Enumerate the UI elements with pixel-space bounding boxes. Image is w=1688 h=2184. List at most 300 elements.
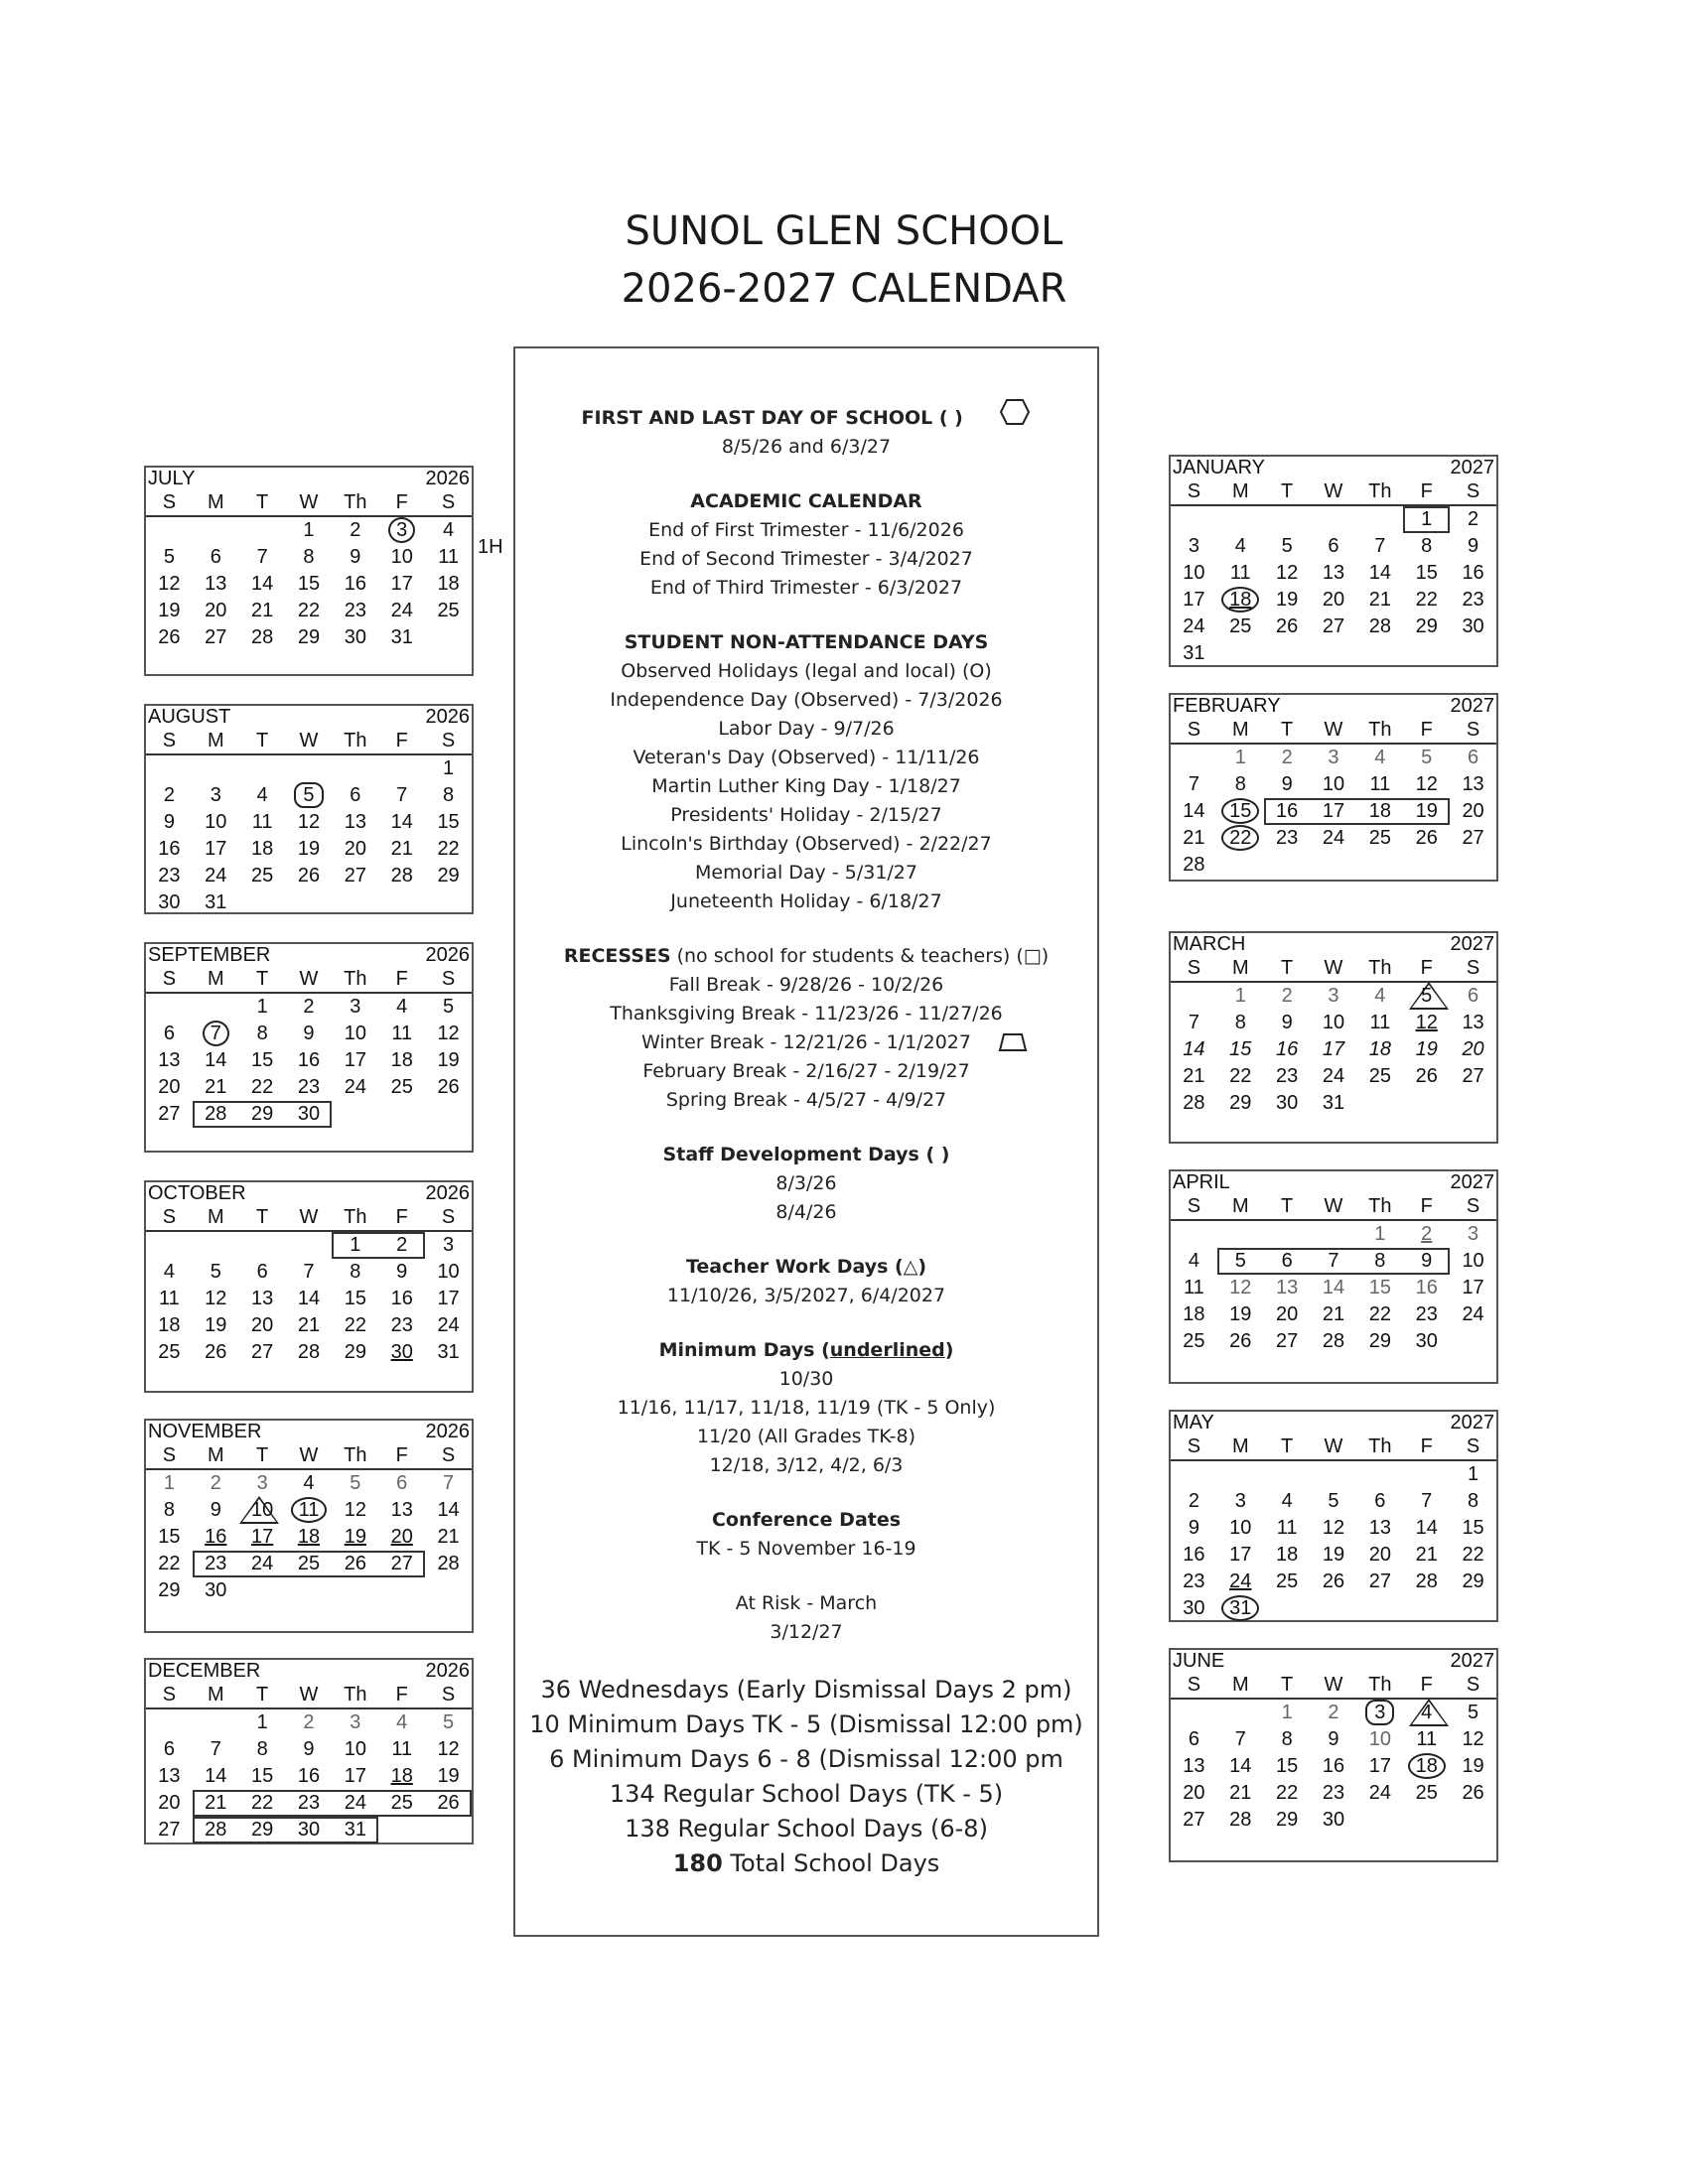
day-cell: 13 [390, 1499, 413, 1521]
day-cell: 4 [396, 1711, 408, 1733]
weekday-header: W [1311, 717, 1357, 745]
day-cell: 10 [1322, 1012, 1345, 1033]
day-cell: 25 [1368, 827, 1391, 849]
day-cell: 23 [1415, 1303, 1438, 1325]
weekday-header: T [1264, 478, 1311, 506]
day-cell: 30 [205, 1579, 227, 1601]
day-cell: 31 [1322, 1092, 1345, 1114]
day-cell: 15 [1368, 1277, 1391, 1298]
day-cell: 19 [437, 1765, 460, 1787]
day-cell: 19 [205, 1314, 227, 1336]
day-cell: 11 [1184, 1277, 1204, 1298]
weekday-header: T [1264, 717, 1311, 745]
calendar-title: 2026-2027 CALENDAR [621, 266, 1067, 312]
day-cell: 15 [297, 573, 321, 595]
first-last-title: FIRST AND LAST DAY OF SCHOOL ( ) [515, 398, 1097, 433]
day-cell: 9 [350, 546, 361, 568]
day-cell: 16 [297, 1049, 321, 1071]
day-cell: 2 [1468, 508, 1479, 530]
day-cell: 25 [390, 1076, 413, 1098]
day-cell: 3 [1188, 535, 1199, 557]
day-cell: 20 [1183, 1782, 1205, 1804]
day-cell: 22 [437, 838, 460, 860]
month-november [144, 1419, 474, 1633]
staff-development-title: Staff Development Days ( ) [662, 1144, 950, 1165]
weekday-header: W [286, 966, 333, 994]
staff-line: 8/3/26 [775, 1172, 837, 1194]
academic-lines [515, 516, 1097, 603]
weekday-header: F [378, 728, 425, 755]
day-cell: 10 [1183, 562, 1205, 584]
day-cell: 25 [251, 865, 274, 887]
day-cell: 16 [158, 838, 181, 860]
day-cell: 15 [1462, 1517, 1484, 1539]
day-cell: 20 [251, 1314, 274, 1336]
weekday-header: W [1311, 955, 1357, 983]
month-december [144, 1658, 474, 1844]
day-cell: 11 [1369, 1012, 1391, 1033]
month-year: 2027 [1450, 1412, 1494, 1433]
day-cell: 11 [1276, 1517, 1298, 1539]
day-cell: 22 [1217, 825, 1264, 852]
nonattend-line: Independence Day (Observed) - 7/3/2026 [610, 689, 1003, 711]
month-name: JULY [148, 468, 196, 489]
month-august [144, 704, 474, 914]
day-cell: 23 [344, 600, 366, 621]
day-cell: 16 [1183, 1544, 1205, 1566]
day-cell: 26 [437, 1792, 460, 1814]
day-cell: 29 [297, 626, 321, 648]
weekday-header: T [1264, 1672, 1311, 1700]
recess-lines [515, 971, 1097, 1115]
day-cell: 15 [158, 1526, 181, 1548]
weekday-header: M [1217, 478, 1264, 506]
weekday-header: T [239, 966, 286, 994]
weekday-header: M [1217, 1193, 1264, 1221]
weekday-header: T [239, 728, 286, 755]
day-cell: 21 [437, 1526, 460, 1548]
day-cell: 13 [344, 811, 366, 833]
day-cell: 29 [158, 1579, 181, 1601]
day-cell: 22 [1415, 589, 1438, 611]
day-cell: 23 [158, 865, 181, 887]
nonattend-line: Martin Luther King Day - 1/18/27 [651, 775, 961, 797]
day-cell: 27 [344, 865, 366, 887]
day-cell: 22 [251, 1076, 274, 1098]
summary-lines [515, 1673, 1097, 1846]
day-cell: 4 [303, 1472, 315, 1494]
day-cell: 29 [1368, 1330, 1391, 1352]
weekday-header: F [378, 1204, 425, 1232]
day-cell: 19 [344, 1526, 366, 1548]
day-cell: 1 [1374, 1223, 1386, 1245]
day-cell: 2 [350, 519, 361, 541]
day-cell: 19 [1322, 1544, 1345, 1566]
day-cell: 31 [437, 1341, 460, 1363]
day-cell: 27 [158, 1103, 181, 1125]
day-cell: 14 [297, 1288, 321, 1309]
month-june [1169, 1648, 1498, 1862]
weekday-header: W [286, 728, 333, 755]
day-cell: 31 [205, 891, 227, 913]
weekday-header: S [146, 1204, 193, 1232]
day-cell: 30 [390, 1341, 413, 1363]
weekday-header: T [239, 1682, 286, 1709]
weekday-header: Th [332, 489, 378, 517]
day-cell: 16 [390, 1288, 413, 1309]
weekday-header: M [1217, 955, 1264, 983]
day-cell: 6 [1188, 1728, 1199, 1750]
weekday-header: Th [1356, 1433, 1403, 1461]
weekday-header: S [425, 1204, 472, 1232]
day-cell: 1 [256, 1711, 268, 1733]
day-cell: 30 [1276, 1092, 1299, 1114]
day-cell: 3 [1328, 985, 1339, 1007]
day-cell: 19 [158, 600, 181, 621]
day-cell: 18 [1276, 1544, 1299, 1566]
day-cell: 25 [1229, 615, 1252, 637]
day-cell: 3 [1234, 1490, 1246, 1512]
nonattend-line: Lincoln's Birthday (Observed) - 2/22/27 [621, 833, 992, 855]
day-cell: 8 [443, 784, 455, 806]
day-cell: 10 [390, 546, 413, 568]
month-february [1169, 693, 1498, 882]
day-cell: 5 [1328, 1490, 1339, 1512]
day-cell: 28 [437, 1553, 460, 1574]
day-cell: 18 [1403, 1753, 1450, 1780]
day-cell: 9 [1281, 1012, 1293, 1033]
day-cell: 27 [1368, 1570, 1391, 1592]
weekday-header: Th [1356, 717, 1403, 745]
day-cell: 14 [1183, 1038, 1205, 1060]
day-cell: 24 [251, 1553, 274, 1574]
nonattendance-title: STUDENT NON-ATTENDANCE DAYS [624, 631, 989, 653]
day-cell: 30 [344, 626, 366, 648]
day-cell: 26 [205, 1341, 227, 1363]
day-cell: 27 [158, 1819, 181, 1841]
day-cell: 14 [437, 1499, 460, 1521]
day-cell: 23 [1183, 1570, 1205, 1592]
day-cell: 18 [251, 838, 274, 860]
day-cell: 10 [239, 1497, 286, 1524]
day-cell: 20 [1462, 800, 1484, 822]
month-january [1169, 455, 1498, 667]
day-cell: 16 [1276, 1038, 1299, 1060]
day-cell: 10 [344, 1738, 366, 1760]
day-cell: 17 [205, 838, 227, 860]
day-cell: 26 [1322, 1570, 1345, 1592]
day-cell: 9 [1328, 1728, 1339, 1750]
day-cell: 2 [210, 1472, 221, 1494]
day-cell: 14 [205, 1765, 227, 1787]
day-cell: 6 [163, 1023, 175, 1044]
day-cell: 6 [256, 1261, 268, 1283]
weekday-header: M [193, 1682, 239, 1709]
day-cell: 22 [251, 1792, 274, 1814]
weekday-header: Th [1356, 478, 1403, 506]
day-cell: 17 [390, 573, 413, 595]
weekday-header: W [286, 1682, 333, 1709]
month-name: APRIL [1173, 1171, 1230, 1193]
day-cell: 10 [1229, 1517, 1252, 1539]
weekday-header: S [1171, 1672, 1217, 1700]
day-cell: 19 [1462, 1755, 1484, 1777]
day-cell: 7 [256, 546, 268, 568]
minimum-line: 11/16, 11/17, 11/18, 11/19 (TK - 5 Only) [617, 1397, 996, 1419]
weekday-header: F [378, 966, 425, 994]
teacher-work-dates: 11/10/26, 3/5/2027, 6/4/2027 [666, 1285, 946, 1306]
day-cell: 6 [1281, 1250, 1293, 1272]
day-cell: 13 [1368, 1517, 1391, 1539]
day-cell: 30 [1183, 1597, 1205, 1619]
day-cell: 29 [1415, 615, 1438, 637]
day-cell: 11 [1229, 562, 1251, 584]
day-cell: 23 [1276, 827, 1299, 849]
month-july [144, 466, 474, 676]
month-september [144, 942, 474, 1153]
day-cell: 28 [1183, 854, 1205, 876]
month-year: 2027 [1450, 1650, 1494, 1672]
day-cell: 18 [1217, 587, 1264, 614]
day-cell: 12 [1462, 1728, 1484, 1750]
day-cell: 20 [1368, 1544, 1391, 1566]
weekday-header: S [1171, 1193, 1217, 1221]
weekday-header: M [193, 728, 239, 755]
day-cell: 11 [1416, 1728, 1438, 1750]
day-cell: 11 [438, 546, 459, 568]
day-cell: 2 [1188, 1490, 1199, 1512]
day-cell: 1 [350, 1234, 361, 1256]
month-year: 2027 [1450, 933, 1494, 955]
month-year: 2027 [1450, 1171, 1494, 1193]
summary-line: 134 Regular School Days (TK - 5) [609, 1780, 1004, 1808]
day-cell: 26 [344, 1553, 366, 1574]
weekday-header: M [193, 489, 239, 517]
weekday-header: T [239, 489, 286, 517]
day-cell: 11 [286, 1497, 333, 1524]
minimum-days-title: Minimum Days (underlined) [658, 1339, 954, 1361]
day-cell: 11 [391, 1023, 413, 1044]
day-cell: 9 [303, 1023, 315, 1044]
day-cell: 3 [1468, 1223, 1479, 1245]
month-year: 2026 [425, 1660, 470, 1682]
day-cell: 22 [1462, 1544, 1484, 1566]
day-cell: 1 [256, 996, 268, 1018]
month-name: SEPTEMBER [148, 944, 271, 966]
day-cell: 30 [1415, 1330, 1438, 1352]
day-cell: 5 [163, 546, 175, 568]
day-cell: 18 [390, 1049, 413, 1071]
day-cell: 10 [1462, 1250, 1484, 1272]
day-cell: 19 [1415, 800, 1438, 822]
day-cell: 4 [1403, 1700, 1450, 1726]
weekday-header: W [1311, 478, 1357, 506]
day-cell: 26 [1229, 1330, 1252, 1352]
day-cell: 5 [350, 1472, 361, 1494]
day-cell: 22 [344, 1314, 366, 1336]
day-cell: 22 [1276, 1782, 1299, 1804]
day-cell: 25 [390, 1792, 413, 1814]
day-cell: 8 [303, 546, 315, 568]
day-cell: 12 [437, 1738, 460, 1760]
day-cell: 23 [205, 1553, 227, 1574]
day-cell: 24 [1229, 1570, 1252, 1592]
day-cell: 17 [437, 1288, 460, 1309]
day-cell: 19 [1276, 589, 1299, 611]
month-year: 2026 [425, 944, 470, 966]
weekday-header: Th [332, 1682, 378, 1709]
recess-line: Fall Break - 9/28/26 - 10/2/26 [668, 974, 944, 996]
day-cell: 21 [1183, 827, 1205, 849]
day-cell: 13 [205, 573, 227, 595]
day-cell: 28 [1415, 1570, 1438, 1592]
month-name: JANUARY [1173, 457, 1265, 478]
weekday-header: T [1264, 1433, 1311, 1461]
day-cell: 13 [1462, 1012, 1484, 1033]
day-cell: 26 [437, 1076, 460, 1098]
day-cell: 4 [163, 1261, 175, 1283]
day-cell: 28 [390, 865, 413, 887]
day-cell: 12 [1229, 1277, 1252, 1298]
day-cell: 30 [1462, 615, 1484, 637]
day-cell: 6 [350, 784, 361, 806]
day-cell: 16 [344, 573, 366, 595]
school-name: SUNOL GLEN SCHOOL [625, 208, 1063, 254]
weekday-header: M [1217, 1672, 1264, 1700]
weekday-header: F [1403, 1672, 1450, 1700]
day-cell: 21 [1322, 1303, 1345, 1325]
day-cell: 14 [390, 811, 413, 833]
weekday-header: S [1171, 478, 1217, 506]
day-cell: 24 [1322, 827, 1345, 849]
day-cell: 6 [1374, 1490, 1386, 1512]
day-cell: 5 [443, 1711, 455, 1733]
day-cell: 23 [1276, 1065, 1299, 1087]
day-cell: 25 [1183, 1330, 1205, 1352]
day-cell: 18 [1183, 1303, 1205, 1325]
day-cell: 18 [158, 1314, 181, 1336]
day-cell: 9 [1281, 773, 1293, 795]
day-cell: 1 [163, 1472, 175, 1494]
weekday-header: M [1217, 1433, 1264, 1461]
day-cell: 27 [205, 626, 227, 648]
day-cell: 25 [437, 600, 460, 621]
day-cell: 21 [1183, 1065, 1205, 1087]
weekday-header: F [1403, 478, 1450, 506]
day-cell: 12 [1276, 562, 1299, 584]
weekday-header: S [1450, 1672, 1496, 1700]
day-cell: 16 [205, 1526, 227, 1548]
day-cell: 21 [205, 1792, 227, 1814]
day-cell: 29 [344, 1341, 366, 1363]
day-cell: 29 [1276, 1809, 1299, 1831]
day-cell: 4 [396, 996, 408, 1018]
day-cell: 30 [1322, 1809, 1345, 1831]
day-cell: 17 [1229, 1544, 1252, 1566]
day-cell: 5 [286, 782, 333, 809]
nonattend-line: Labor Day - 9/7/26 [718, 718, 895, 740]
day-cell: 27 [1276, 1330, 1299, 1352]
total-days: 180 Total School Days [672, 1849, 940, 1877]
day-cell: 23 [390, 1314, 413, 1336]
month-year: 2026 [425, 1182, 470, 1204]
day-cell: 13 [1462, 773, 1484, 795]
day-cell: 31 [390, 626, 413, 648]
nonattend-line: Veteran's Day (Observed) - 11/11/26 [633, 747, 980, 768]
day-cell: 12 [1415, 1012, 1438, 1033]
day-cell: 21 [390, 838, 413, 860]
day-cell: 2 [1281, 747, 1293, 768]
day-cell: 2 [303, 1711, 315, 1733]
day-cell: 29 [251, 1103, 274, 1125]
weekday-header: W [286, 1204, 333, 1232]
day-cell: 31 [1217, 1595, 1264, 1622]
month-name: OCTOBER [148, 1182, 246, 1204]
weekday-header: S [425, 1442, 472, 1470]
recess-line: February Break - 2/16/27 - 2/19/27 [642, 1060, 970, 1082]
day-cell: 17 [1462, 1277, 1484, 1298]
day-cell: 8 [1234, 1012, 1246, 1033]
month-name: MARCH [1173, 933, 1246, 955]
day-cell: 3 [256, 1472, 268, 1494]
day-cell: 4 [1188, 1250, 1199, 1272]
minimum-line: 11/20 (All Grades TK-8) [696, 1426, 916, 1447]
day-cell: 23 [1322, 1782, 1345, 1804]
day-cell: 14 [1368, 562, 1391, 584]
day-cell: 16 [1462, 562, 1484, 584]
academic-line: End of First Trimester - 11/6/2026 [648, 519, 964, 541]
day-cell: 8 [256, 1023, 268, 1044]
legend-panel [513, 346, 1099, 1937]
day-cell: 7 [1188, 773, 1199, 795]
day-cell: 13 [158, 1765, 181, 1787]
month-may [1169, 1410, 1498, 1622]
weekday-header: M [1217, 717, 1264, 745]
day-cell: 12 [297, 811, 321, 833]
day-cell: 21 [1368, 589, 1391, 611]
recess-line: Thanksgiving Break - 11/23/26 - 11/27/26 [610, 1003, 1003, 1024]
weekday-header: Th [332, 1204, 378, 1232]
day-cell: 17 [1183, 589, 1205, 611]
day-cell: 21 [1229, 1782, 1252, 1804]
day-cell: 10 [1368, 1728, 1391, 1750]
day-cell: 7 [303, 1261, 315, 1283]
day-cell: 17 [1322, 1038, 1345, 1060]
day-cell: 5 [1281, 535, 1293, 557]
month-march [1169, 931, 1498, 1144]
day-cell: 9 [396, 1261, 408, 1283]
day-cell: 12 [437, 1023, 460, 1044]
day-cell: 9 [210, 1499, 221, 1521]
day-cell: 30 [297, 1103, 321, 1125]
day-cell: 22 [1229, 1065, 1252, 1087]
hexagon-icon [999, 398, 1031, 426]
day-cell: 18 [390, 1765, 413, 1787]
day-cell: 28 [251, 626, 274, 648]
weekday-header: F [1403, 717, 1450, 745]
day-cell: 15 [437, 811, 460, 833]
weekday-header: S [1450, 1193, 1496, 1221]
day-cell: 21 [297, 1314, 321, 1336]
day-cell: 19 [1229, 1303, 1252, 1325]
day-cell: 14 [205, 1049, 227, 1071]
day-cell: 22 [158, 1553, 181, 1574]
nonattendance-lines [515, 657, 1097, 916]
day-cell: 13 [1322, 562, 1345, 584]
weekday-header: T [1264, 955, 1311, 983]
recess-title: RECESSES [563, 945, 671, 967]
day-cell: 2 [396, 1234, 408, 1256]
